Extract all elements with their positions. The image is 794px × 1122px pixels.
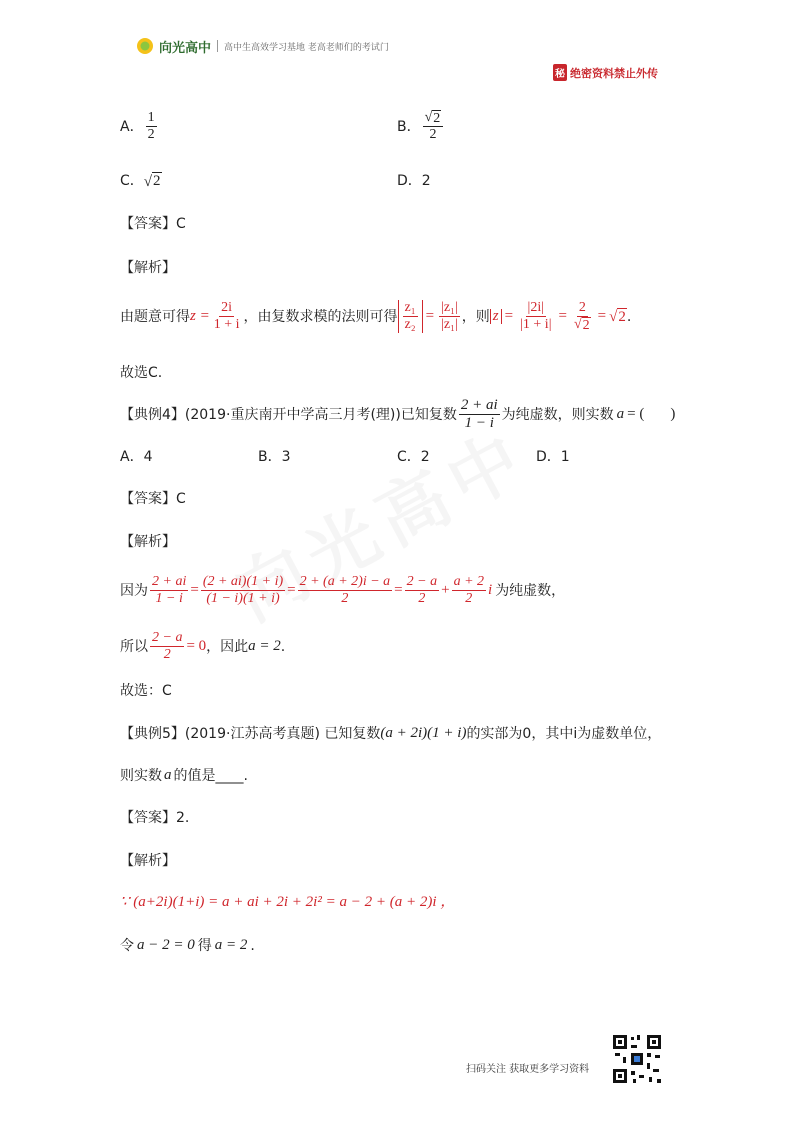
ex4-answer: 【答案】C [120, 491, 186, 507]
q3-conclusion: 故选C. [120, 365, 163, 381]
footer-scan-text: 扫码关注 获取更多学习资料 [466, 1064, 590, 1075]
q3-analysis-line: 由题意可得 z = $\frac{2i}{1 + i}$ ，由复数求模的法则可得 $\frac{\text{z₁}}{\text{z₂}}$ = $\frac{\text{|z₁|}}{\text{|z₁|}}$ ，则 z = $\frac{|2i|}{|1 + i|}$ = 2 √ 2 = √ 2 . [120, 300, 632, 334]
ex5-answer: 【答案】2. [120, 810, 190, 826]
fraction: $\frac{2 + (a + 2)i - a}{2}$ [299, 574, 391, 607]
fraction: $\frac{a + 2}{2}$ [453, 574, 485, 607]
ex4-analysis-line2: 所以 $\frac{2 - a}{2}$ = 0 ，因此 a = 2 . [120, 630, 286, 663]
option-d: D． 2 [397, 173, 431, 189]
fraction: $\frac{2 - a}{2}$ [152, 630, 183, 663]
sqrt-expr: √ 2 [609, 308, 626, 326]
brand-slogan: 高中生高效学习基地 老高老师们的考试门 [224, 42, 389, 53]
q3-answer: 【答案】C [120, 216, 186, 232]
ex5-calculation: ∵ (a+2i)(1+i) = a + ai + 2i + 2i² = a − 2 + (a + 2)i ， [120, 894, 456, 910]
option-c: C． √ 2 [120, 172, 161, 190]
ex4-analysis-title: 【解析】 [120, 534, 176, 550]
secret-stamp [553, 64, 658, 81]
ex5-final-line: 令 a − 2 = 0 得 a = 2 . [120, 937, 255, 954]
fraction: $\frac{2 - a}{2}$ [406, 574, 438, 607]
fraction: √ 2 2 [423, 110, 444, 143]
ex4-option-b: B．3 [258, 449, 291, 465]
ex5-question-line1: 【典例5】(2019·江苏高考真题) 已知复数 (a + 2i)(1 + i) 的实部为0，其中i为虚数单位， [120, 725, 662, 742]
ex4-question: 【典例4】(2019·重庆南开中学高三月考(理))已知复数 $\frac{2 + ai}{1 - i}$ 为纯虚数，则实数 a = ( ) [120, 397, 676, 432]
ex4-option-c: C．2 [397, 449, 430, 465]
brand-name: 向光高中 [159, 40, 212, 56]
fraction: $\frac{2 + ai}{1 - i}$ [152, 574, 187, 607]
fraction: $\frac{2i}{1 + i}$ [213, 300, 240, 333]
option-a: A． $\frac{1}{2}$ [120, 110, 155, 143]
secret-badge: 秘 [553, 64, 567, 81]
ex4-conclusion: 故选：C [120, 683, 172, 699]
ex5-question-line2: 则实数 a 的值是____. [120, 767, 248, 784]
fraction: $\frac{|2i|}{|1 + i|}$ [520, 300, 552, 333]
abs-z: z [490, 309, 502, 324]
ex4-analysis-line1: 因为 $\frac{2 + ai}{1 - i}$ = $\frac{(2 + ai)(1 + i)}{(1 - i)(1 + i)}$ = $\frac{2 + (a + 2)i - a}{2}$ = $\frac{2 - a}{2}$ + $\frac{a + 2}{2}$ i 为纯虚数， [120, 574, 566, 607]
secret-text: 绝密资料禁止外传 [570, 66, 658, 80]
fraction: $\frac{2 + ai}{1 - i}$ [460, 397, 498, 432]
sun-logo-icon [135, 36, 155, 56]
ex5-analysis-title: 【解析】 [120, 853, 176, 869]
sqrt-expr: √ 2 [143, 173, 161, 190]
fraction: $\frac{\text{|z₁|}}{\text{|z₁|}}$ [441, 300, 458, 333]
ex4-option-a: A．4 [120, 449, 153, 465]
header-logo [135, 36, 389, 56]
abs-value: $\frac{\text{z₁}}{\text{z₂}}$ [398, 300, 423, 333]
fraction: 2 √ 2 [573, 300, 590, 334]
q3-analysis-title: 【解析】 [120, 260, 176, 276]
fraction: $\frac{(2 + ai)(1 + i)}{(1 - i)(1 + i)}$ [202, 574, 284, 607]
fraction: $\frac{1}{2}$ [147, 110, 155, 143]
ex4-option-d: D．1 [536, 449, 570, 465]
option-b: B． √ 2 2 [397, 110, 445, 143]
header-divider [217, 40, 218, 52]
qr-code-icon [611, 1033, 663, 1085]
